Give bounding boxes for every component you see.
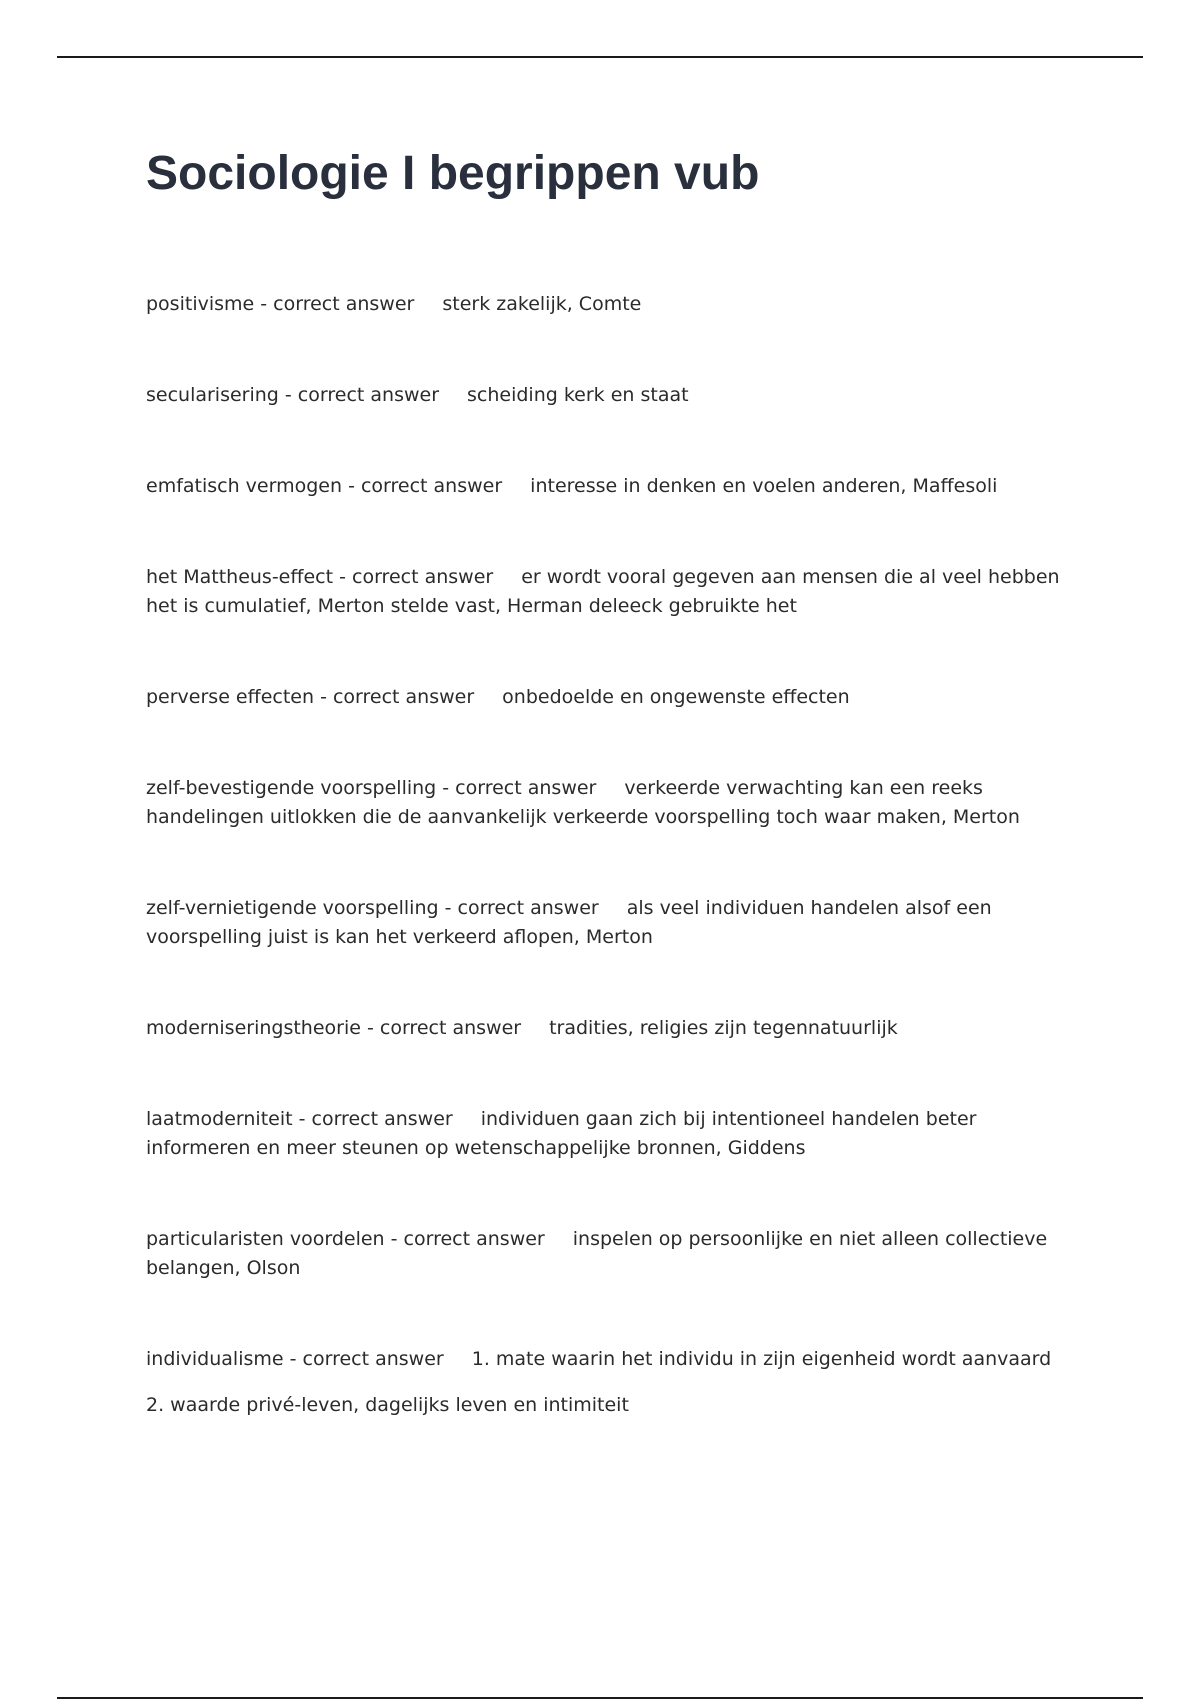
answer-separator: - correct answer — [283, 1348, 444, 1370]
list-item — [146, 774, 1076, 832]
definition: er wordt vooral gegeven aan mensen die al veel hebben het is cumulatief, Merton stelde vast, Herman deleeck gebruikte het — [146, 566, 1060, 617]
list-item — [146, 894, 1076, 952]
answer-separator: - correct answer — [278, 384, 440, 406]
definition: als veel individuen handelen alsof een voorspelling juist is kan het verkeerd aflopen, Merton — [146, 897, 992, 948]
answer-separator: - correct answer — [438, 897, 599, 919]
term: emfatisch vermogen — [146, 475, 343, 497]
term: laatmoderniteit — [146, 1108, 293, 1130]
term: zelf-bevestigende voorspelling — [146, 777, 437, 799]
definition-continued: 2. waarde privé-leven, dagelijks leven en intimiteit — [146, 1394, 629, 1416]
term: individualisme — [146, 1348, 284, 1370]
term: zelf-vernietigende voorspelling — [146, 897, 439, 919]
definition: individuen gaan zich bij intentioneel handelen beter informeren en meer steunen op wetenschappelijke bronnen, Giddens — [146, 1108, 977, 1159]
definition: verkeerde verwachting kan een reeks handelingen uitlokken die de aanvankelijk verkeerde voorspelling toch waar maken, Merton — [146, 777, 1020, 828]
list-item — [146, 472, 1076, 501]
definition: sterk zakelijk, Comte — [442, 293, 642, 315]
answer-separator: - correct answer — [384, 1228, 545, 1250]
top-rule — [57, 56, 1143, 58]
answer-separator: - correct answer — [254, 293, 415, 315]
definition: interesse in denken en voelen anderen, Maffesoli — [530, 475, 998, 497]
answer-separator: - correct answer — [292, 1108, 453, 1130]
term: perverse effecten — [146, 686, 315, 708]
term: particularisten voordelen — [146, 1228, 385, 1250]
list-item — [146, 290, 1076, 319]
page-title: Sociologie I begrippen vub — [146, 147, 760, 200]
answer-separator: - correct answer — [333, 566, 494, 588]
definition: scheiding kerk en staat — [467, 384, 689, 406]
definition-list — [146, 290, 1076, 1482]
list-item — [146, 1105, 1076, 1163]
answer-separator: - correct answer — [342, 475, 503, 497]
definition: inspelen op persoonlijke en niet alleen collectieve belangen, Olson — [146, 1228, 1048, 1279]
list-item — [146, 1014, 1076, 1043]
term: secularisering — [146, 384, 279, 406]
answer-separator: - correct answer — [360, 1017, 522, 1039]
answer-separator: - correct answer — [314, 686, 475, 708]
term: moderniseringstheorie — [146, 1017, 361, 1039]
definition: tradities, religies zijn tegennatuurlijk — [549, 1017, 898, 1039]
bottom-rule — [57, 1697, 1143, 1699]
term: positivisme — [146, 293, 255, 315]
answer-separator: - correct answer — [436, 777, 597, 799]
definition: onbedoelde en ongewenste effecten — [502, 686, 850, 708]
definition: 1. mate waarin het individu in zijn eigenheid wordt aanvaard — [471, 1348, 1052, 1370]
list-item — [146, 1225, 1076, 1283]
list-item — [146, 1345, 1076, 1420]
list-item — [146, 563, 1076, 621]
list-item — [146, 683, 1076, 712]
list-item — [146, 381, 1076, 410]
term: het Mattheus-effect — [146, 566, 334, 588]
